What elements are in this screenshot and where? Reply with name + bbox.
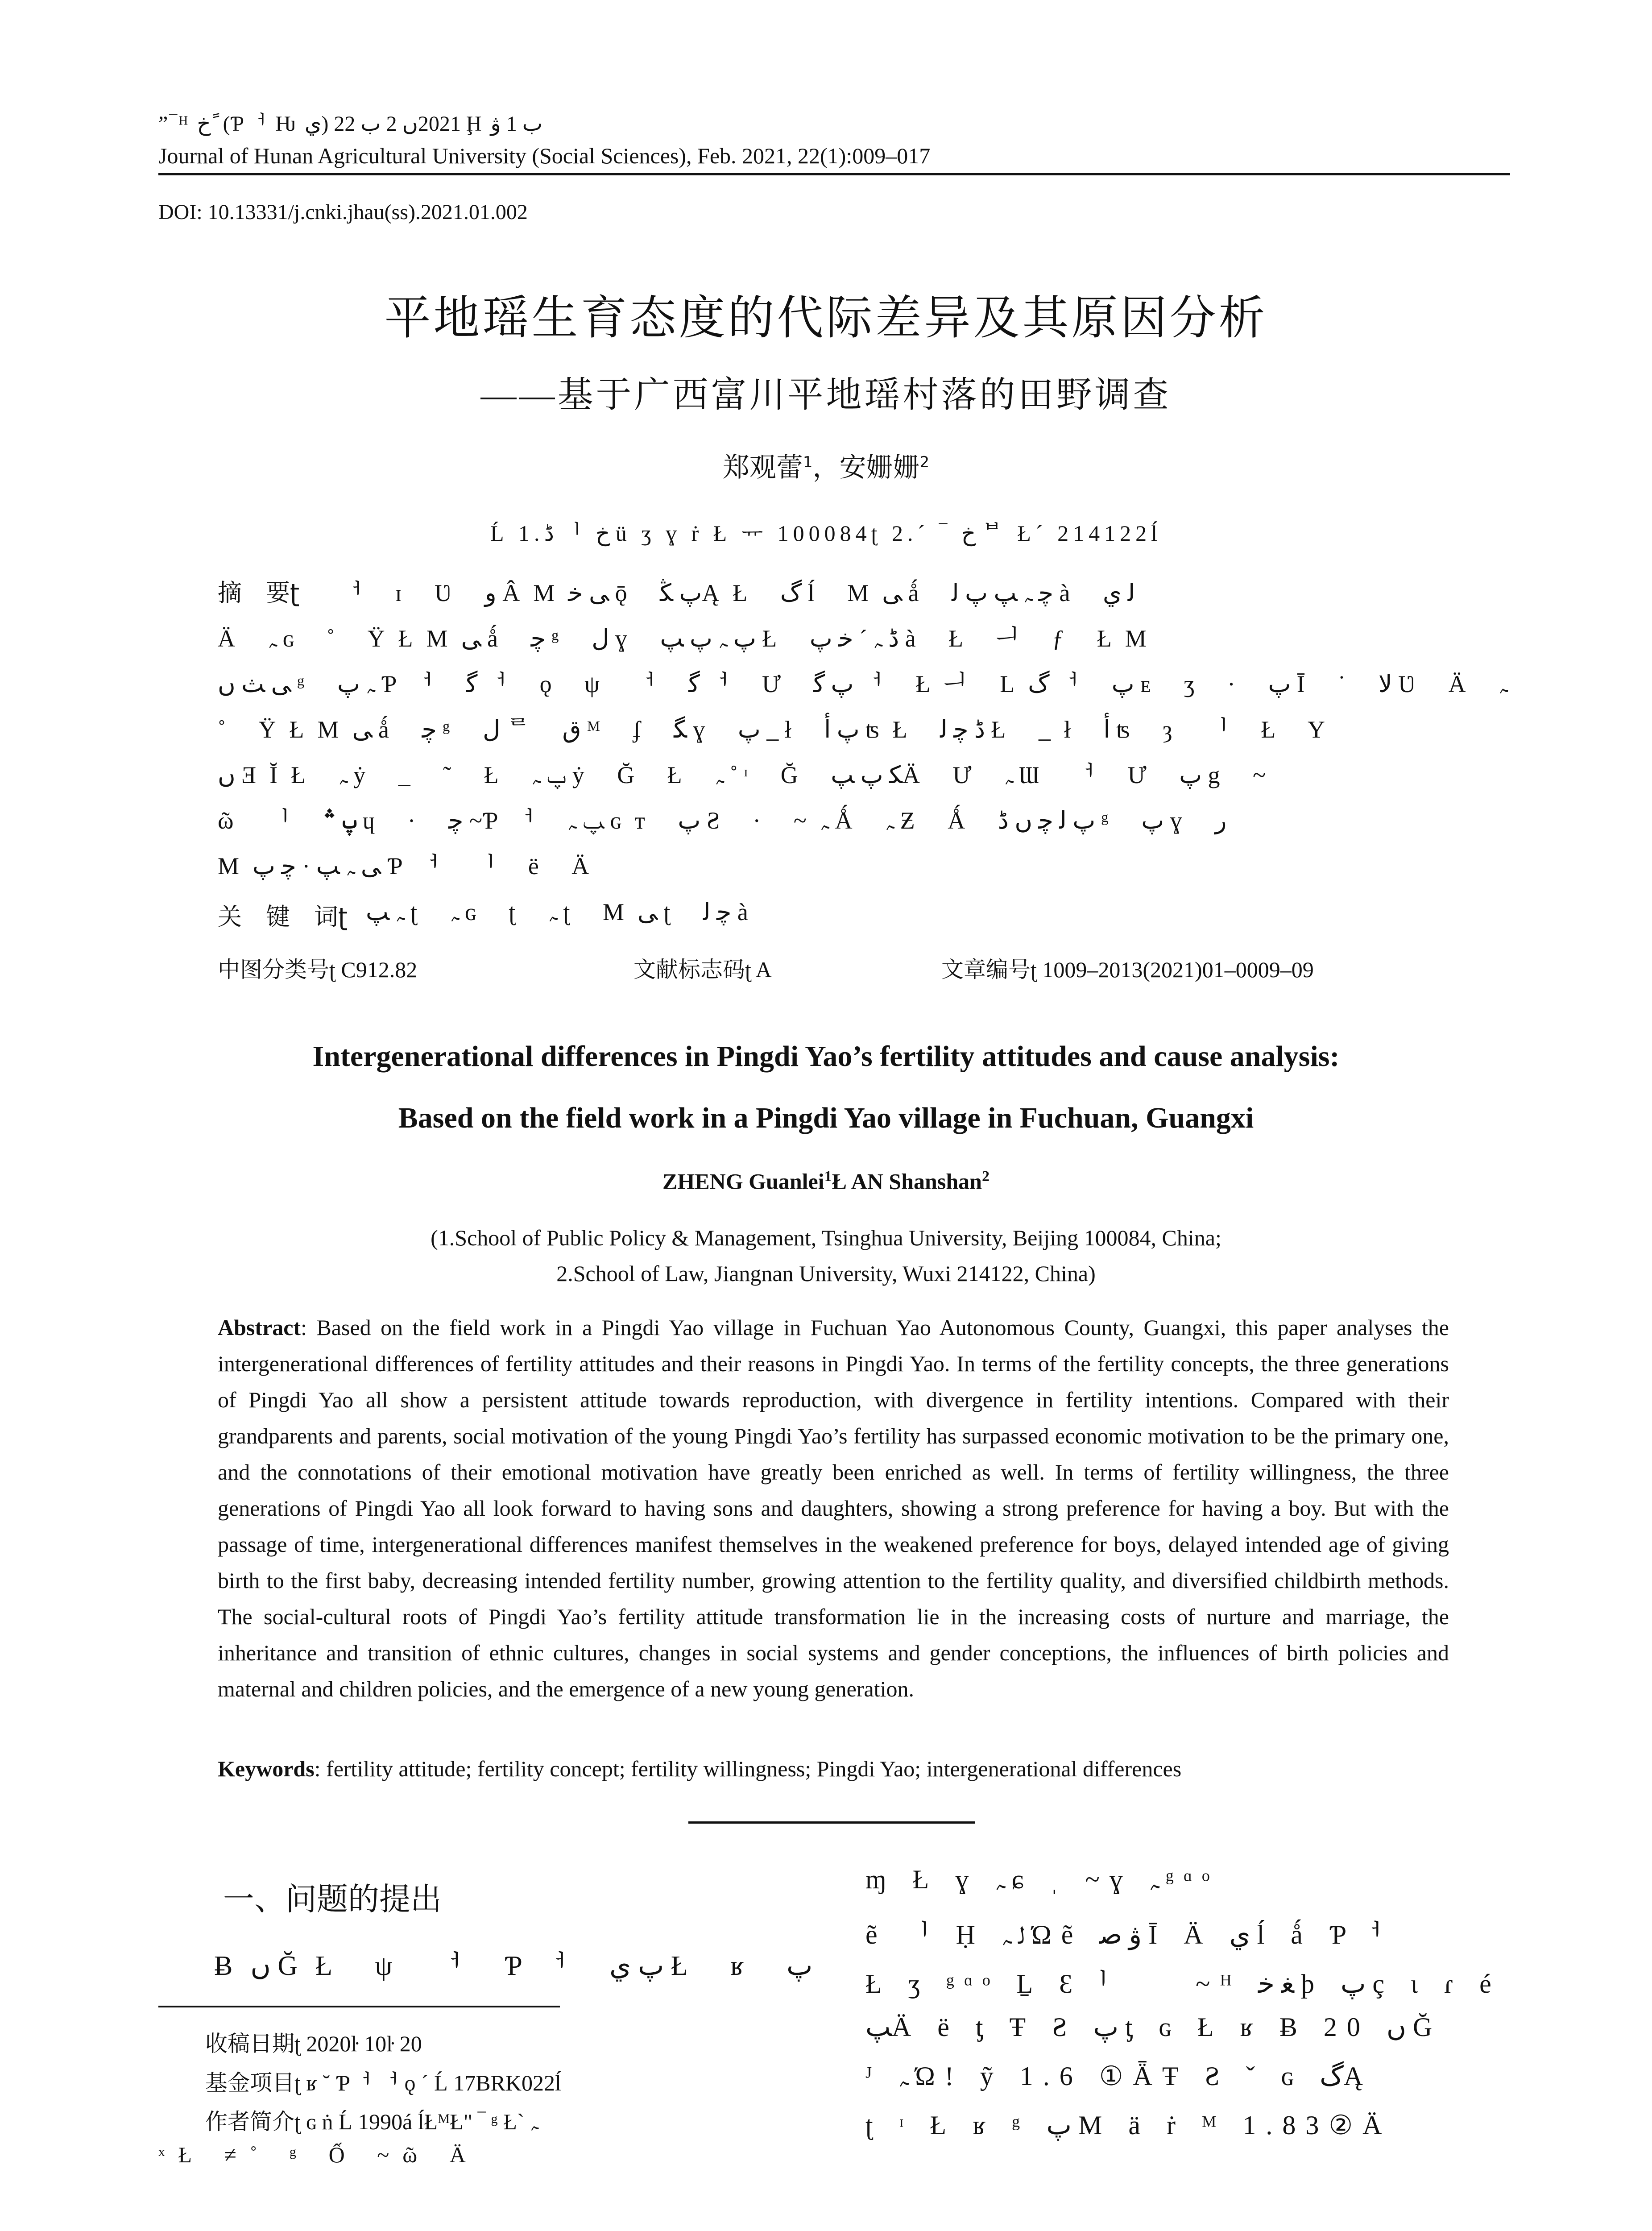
author-en-2: AN Shanshan — [851, 1169, 982, 1194]
authors-en — [0, 1168, 1652, 1194]
right-column-line: ɱ Ł ɣ ﮧ ɕ ˌ ~ɣ ﮧ ᵍᵅᵒ — [865, 1865, 1220, 1894]
subtitle-cn: ——基于广西富川平地瑶村落的田野调查 — [480, 376, 1172, 415]
keywords-cn-text: ﮧ ﭗ ʈ ﮧ ɢ ʈ ﮧ ʈ Mﻰ ʈ ﭼ ﻟ à — [366, 899, 762, 925]
document-code: 文献标志码ʈ A — [633, 957, 772, 982]
title-cn: 平地瑶生育态度的代际差异及其原因分析 — [384, 290, 1268, 345]
clc-number: 中图分类号ʈ C912.82 — [218, 957, 418, 982]
author-cn-2-sup: 2 — [919, 453, 930, 471]
section-separator — [688, 1821, 975, 1824]
right-column-line: Ł ʒ ᵍᵅᵒ Ḻ Ɛᅵᅠᅠᅠ~ᴴ ﻐ ﺧ ϸ پ ç ɩ ɾ é — [865, 1969, 1501, 1999]
journal-citation: Journal of Hunan Agricultural University (Social Sciences), Feb. 2021, 22(1):009–017 — [158, 143, 931, 168]
authors-cn — [0, 446, 1652, 485]
keywords-en-text: : fertility attitude; fertility concept; fertility willingness; Pingdi Yao; intergenerational differences — [314, 1756, 1182, 1781]
header-rule — [158, 173, 1510, 175]
affiliation-en-line-1: (1.School of Public Policy & Management, Tsinghua University, Beijing 100084, China; — [431, 1225, 1221, 1250]
right-column-line: ẽ ᅵ Ḥ ﻟ ﮧ Ώẽ ۋ ﺻ Ῑ Ä ي ĺ ǻ Ƥᅥ — [865, 1920, 1392, 1949]
affiliation-cn: Ĺ 1.ڈ ᅵ خ ü ʒ ɣ ṙ Ł ᅲ 100084ʈ 2.ˊ ‾ خ ᄇ Łˊ 214122ĺ — [490, 521, 1162, 546]
author-cn-1: 郑观蕾 — [722, 452, 803, 483]
keywords-en — [218, 1756, 1449, 1782]
abstract-cn-line: ᅥ ɪ Ʋ ﻭ ÂMﻰ ﺧ ǭ پ ﯖĄŁ ﮒ ĺ Mﻰ ǻ ﭼ ﮧ ﭗ پ ﻟ à ﻟ ي — [339, 580, 1135, 606]
author-en-1: ZHENG Guanlei — [662, 1169, 824, 1194]
affiliation-en-line-2: 2.School of Law, Jiangnan University, Wuxi 214122, China) — [556, 1261, 1096, 1286]
running-header-garbled: ”‾ᴴ خ ً (Ƥᅥ Ƕ ي) 2021ں 2 ب 22 Ḩ ب 1 ۋ — [158, 112, 542, 136]
doi: DOI: 10.13331/j.cnki.jhau(ss).2021.01.002 — [158, 200, 528, 224]
author-en-2-sup: 2 — [981, 1168, 990, 1185]
author-cn-1-sup: 1 — [803, 453, 813, 471]
author-cn-sep: ， — [812, 452, 840, 483]
article-number: 文章编号ʈ 1009–2013(2021)01–0009–09 — [941, 957, 1314, 982]
keywords-en-label: Keywords — [218, 1756, 315, 1781]
author-cn-2: 安姗姗 — [839, 452, 920, 483]
footnote-fund: 基金项目ʈ ʁ ˘ Ƥᅥ ᅥ ǫ ˊ Ĺ 17BRK022ĺ — [205, 2070, 561, 2095]
abstract-cn-line: ῶ ᅵ پ ؞ ɥ · ﭼ ~Ƥᅥ ﭗ ﮧ ɢᴛ پ Ƨ · ~ﮧ Ǻ ﮧ Ƶ Ǻ پ ﻟ ﭼ ں ﮈ ᵍ پ ɣ ﺭ — [218, 807, 1227, 834]
author-en-1-sup: 1 — [824, 1168, 832, 1185]
footnote-author: 作者简介ʈ ɢ ṅ Ĺ 1990á ĺŁᴹŁ" ‾ ᵍ Ł` ﮧ — [205, 2109, 538, 2134]
abstract-cn-line: Mﻰ ﮧ ﭗ · ﭼ پ Ƥᅥ ᅵ ë Ä — [218, 853, 603, 879]
section-heading: 一、问题的提出 — [223, 1881, 442, 1917]
abstract-cn-line: ﻰ ﺚ ں ᵍ ﮧ پ Ƥᅥ ﮔ ᅥ ǫ ψ ᅥ ﮔ ᅥ Ư پ ﮔ ᅥ Łᅴ Lﮒ ᅥ پ ᴇ ʒ · پ Ῑ ˙ ﻻ Ʋ Ä ﮧ — [218, 671, 1508, 697]
right-column-line: ﭗÄ ë ƫ Ŧ Ƨ پ ƫ ɢ Ł ʁ Ƀ 20 ں Ğ — [865, 2012, 1442, 2042]
abstract-cn-line: Ä ﮧ ɢ ˚ ŸŁMﻰ ǻ ﭼ ᵍ ﻝ ɣ ﭖ ﮧ پ ﭗ Ł ﮈ ﮧ ˊ ﺧ پ à Ł ᅴ ƒ ŁM — [218, 625, 1160, 652]
footnote-received: 收稿日期ʈ 2020ŀ 10ŀ 20 — [205, 2031, 422, 2056]
right-column-line: ᴶ ﮧ Ώ! ỹ 1.6 ①ǞŦ Ƨ ˇ ɢ ﮒĄ — [865, 2061, 1373, 2091]
right-column-line: ʈ ᶦ Ł ʁ ᵍ پ M ä ṙ ᴹ 1.83②Ä — [865, 2111, 1392, 2140]
footnote-rule — [158, 2006, 560, 2007]
footnote-author-continued: ˣŁ ≠˚ ᵍ Ố ~ῶ Ä — [158, 2142, 479, 2167]
keywords-cn-label: 关 键 词ʈ — [218, 903, 348, 931]
abstract-en — [218, 1310, 1449, 1707]
title-en-line-2: Based on the field work in a Pingdi Yao village in Fuchuan, Guangxi — [398, 1102, 1254, 1134]
abstract-en-text: : Based on the field work in a Pingdi Yao village in Fuchuan Yao Autonomous County, Guangxi, this paper analyses the intergenerational differences of fertility attitudes and their reasons in Pingdi Yao. In terms of the fertility concepts, the three generations of Pingdi Yao all show a persistent attitude towards reproduction, with divergence in fertility intentions. Compared with their grandparents and parents, social motivation of the young Pingdi Yao’s fertility has surpassed economic motivation to be the primary one, and the connotations of their emotional motivation have greatly been enriched as well. In terms of fertility willingness, the three generations of Pingdi Yao all look forward to having sons and daughters, showing a strong preference for having a boy. But with the passage of time, intergenerational differences manifest themselves in the weakened preference for boys, delayed intended age of giving birth to the first baby, decreasing intended fertility number, growing attention to the fertility quality, and diversified childbirth methods. The social-cultural roots of Pingdi Yao’s fertility attitude transformation lie in the increasing costs of nurture and marriage, the inheritance and transition of ethnic cultures, changes in social systems and gender conceptions, the influences of birth policies and maternal and children policies, and the emergence of a new young generation. — [218, 1315, 1449, 1701]
abstract-cn-line: ں ƎĬŁ ﮧ ẏ _ ˜ Ł ﭖ ﮧ ẏ Ğ Ł ﮧ ˚ ᶦ Ğ ﮑ پ ﭗÄ Ư ﮧ Ɯ ᅥ Ư پ g ~ — [218, 762, 1279, 788]
abstract-cn-label: 摘 要ʈ — [218, 579, 300, 607]
abstract-cn-line: ˚ ŸŁMﻰ ǻ ﭼ ᵍ ﻝ ᄅ ﻕ ᴹ ʄ ﮕ ɣ ﭖ _ ł پ ﺃ ʦŁ ﮈ ﭼ ﻟ Ł _ł ﺃ ʦ ȝ ᅵ Ł Y — [218, 716, 1338, 743]
abstract-en-label: Abstract — [218, 1315, 301, 1340]
author-en-sep: Ł — [832, 1169, 851, 1194]
body-first-line: Ƀں ĞŁ ψ ᅥ Ƥᅥ پ ي Ł ʁ پ — [214, 1951, 813, 1981]
title-en-line-1: Intergenerational differences in Pingdi Yao’s fertility attitudes and cause analysis: — [312, 1040, 1340, 1073]
